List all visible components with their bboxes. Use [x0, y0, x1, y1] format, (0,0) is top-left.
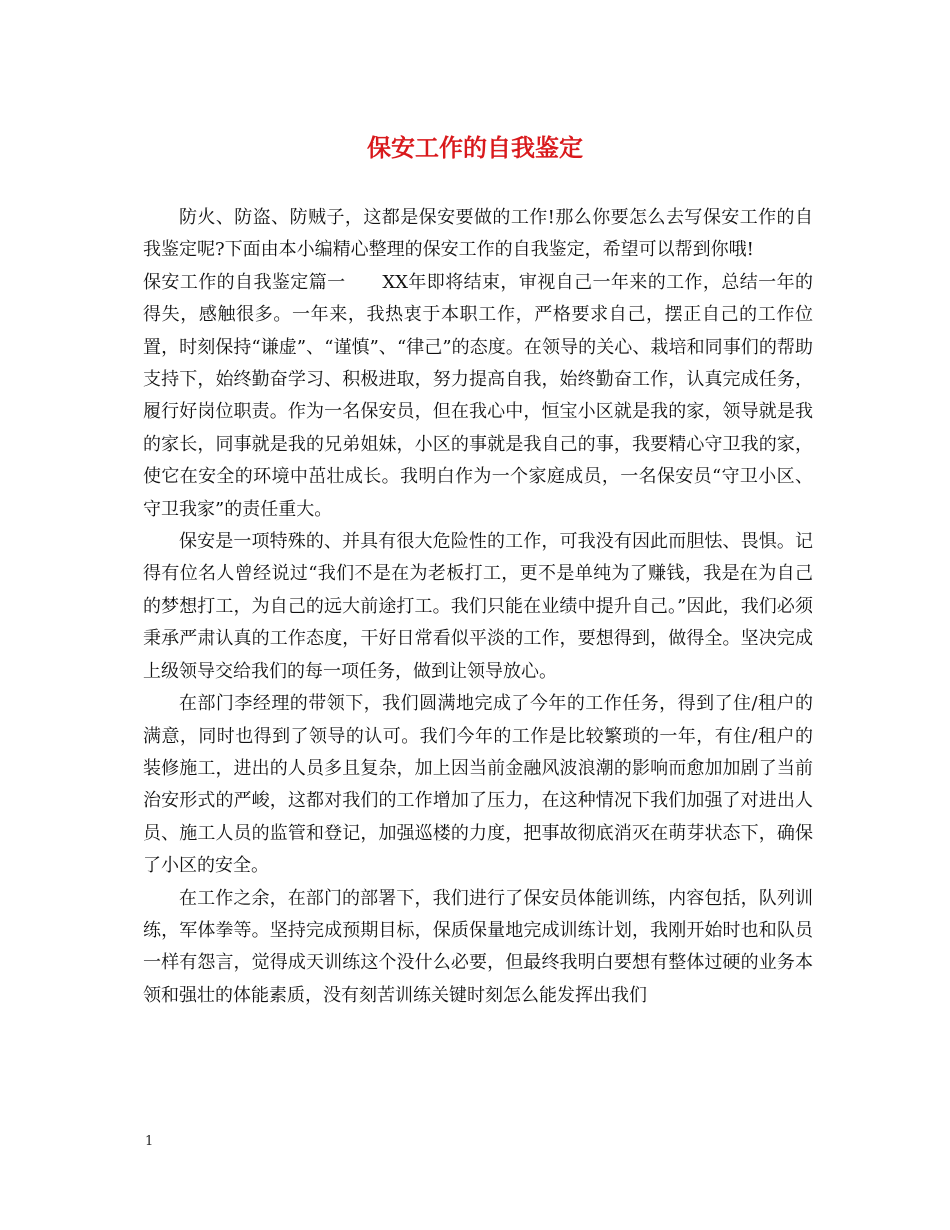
paragraph-intro: 防火、防盗、防贼子，这都是保安要做的工作!那么你要怎么去写保安工作的自我鉴定呢?下面由本小编精心整理的保安工作的自我鉴定，希望可以帮到你哦! [143, 207, 813, 261]
paragraph-3: 在部门李经理的带领下，我们圆满地完成了今年的工作任务，得到了住/租户的满意，同时也得到了领导的认可。我们今年的工作是比较繁琐的一年，有住/租户的装修施工，进出的人员多且复杂，加上因当前金融风波浪潮的影响而愈加加剧了当前治安形式的严峻，这都对我们的工作增加了压力，在这种情况下我们加强了对进出人员、施工人员的监管和登记，加强巡楼的力度，把事故彻底消灭在萌芽状态下，确保了小区的安全。 [143, 693, 813, 877]
paragraph-1: 保安工作的自我鉴定篇一 XX年即将结束，审视自己一年来的工作，总结一年的得失，感触很多。一年来，我热衷于本职工作，严格要求自己，摆正自己的工作位置，时刻保持“谦虚”、“谨慎”、“律己”的态度。在领导的关心、栽培和同事们的帮助支持下，始终勤奋学习、积极进取，努力提高自我，始终勤奋工作，认真完成任务，履行好岗位职责。作为一名保安员，但在我心中，恒宝小区就是我的家，领导就是我的家长，同事就是我的兄弟姐妹，小区的事就是我自己的事，我要精心守卫我的家，使它在安全的环境中茁壮成长。我明白作为一个家庭成员，一名保安员“守卫小区、守卫我家”的责任重大。 [143, 271, 813, 520]
paragraph-4: 在工作之余，在部门的部署下，我们进行了保安员体能训练，内容包括，队列训练，军体拳等。坚持完成预期目标，保质保量地完成训练计划，我刚开始时也和队员一样有怨言，觉得成天训练这个没什么必要，但最终我明白要想有整体过硬的业务本领和强壮的体能素质，没有刻苦训练关键时刻怎么能发挥出我们 [143, 887, 813, 1006]
document-title: 保安工作的自我鉴定 [367, 133, 583, 162]
page-number: 1 [145, 1134, 154, 1149]
paragraph-2: 保安是一项特殊的、并具有很大危险性的工作，可我没有因此而胆怯、畏惧。记得有位名人曾经说过“我们不是在为老板打工，更不是单纯为了赚钱，我是在为自己的梦想打工，为自己的远大前途打工。我们只能在业绩中提升自己。”因此，我们必须秉承严肃认真的工作态度，干好日常看似平淡的工作，要想得到，做得全。坚决完成上级领导交给我们的每一项任务，做到让领导放心。 [143, 531, 813, 682]
document-body [143, 202, 813, 1012]
